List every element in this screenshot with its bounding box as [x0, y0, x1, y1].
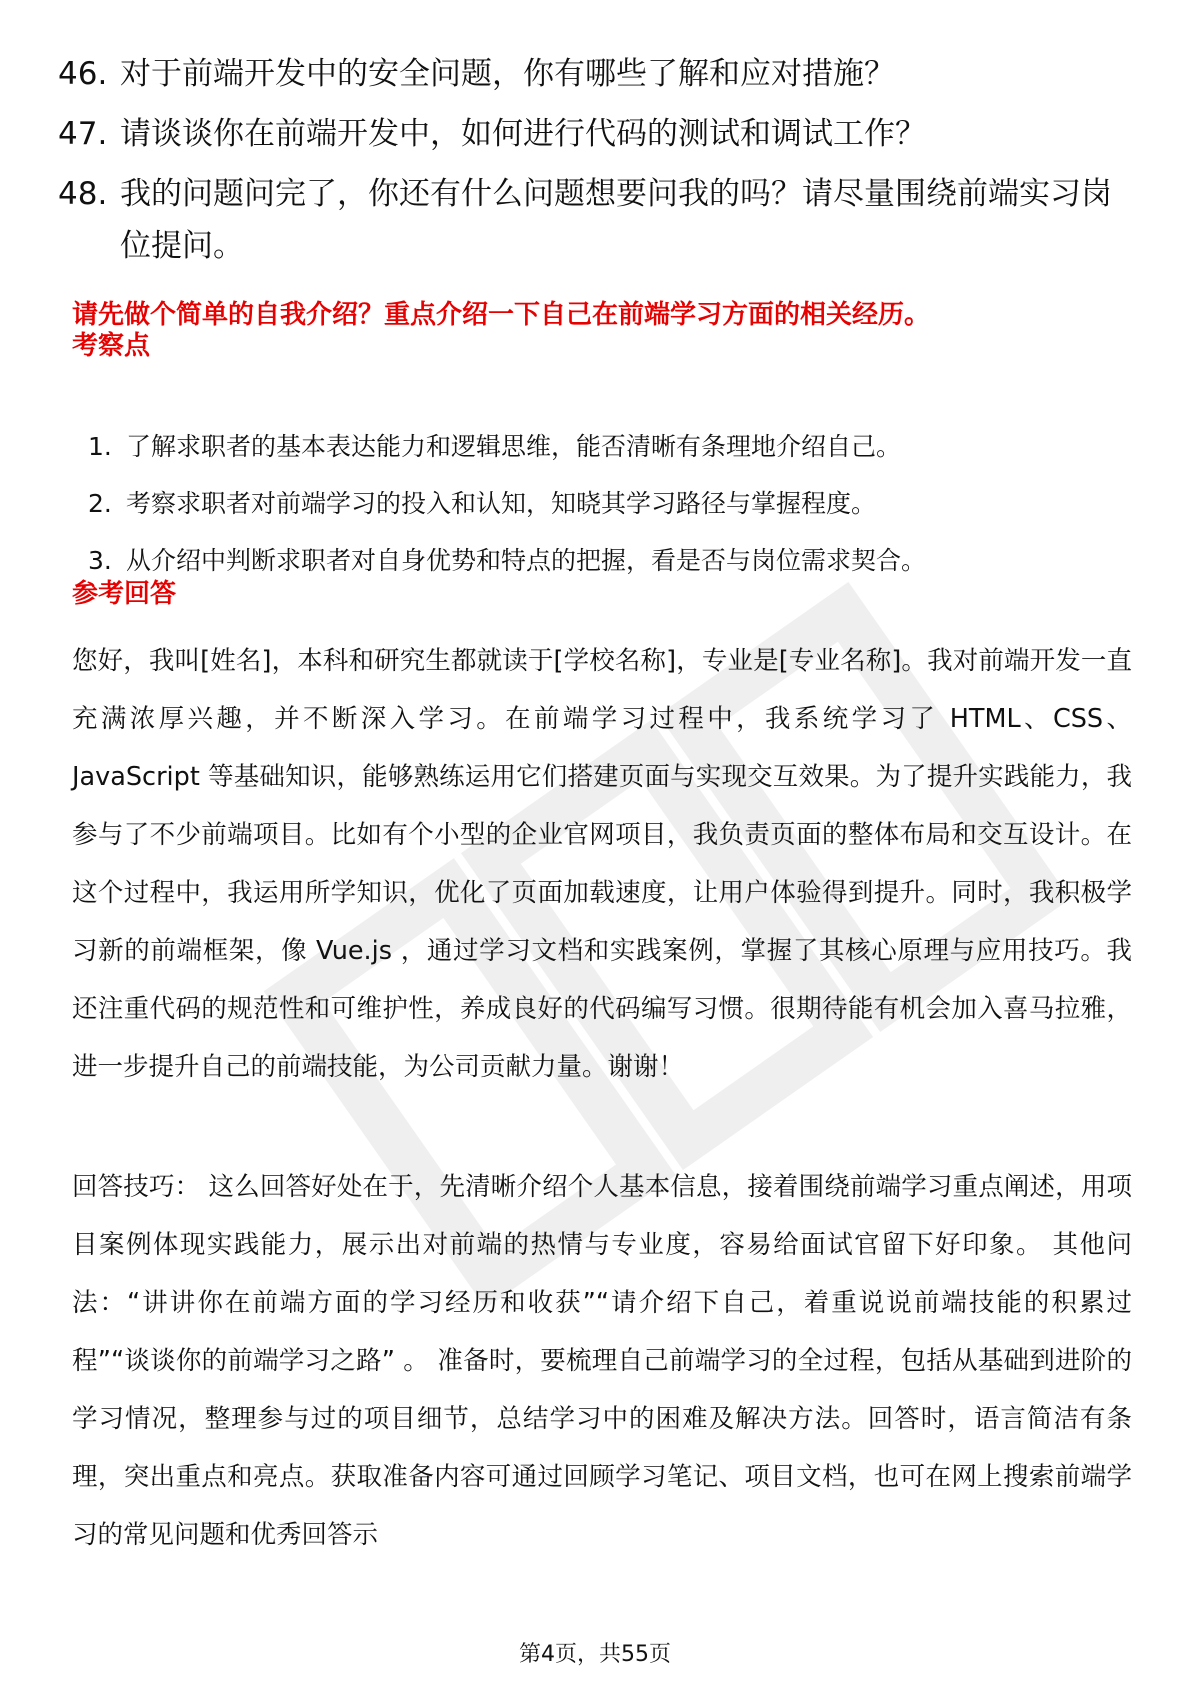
question-text: 请谈谈你在前端开发中，如何进行代码的测试和调试工作？	[120, 116, 926, 152]
question-number: 48.	[58, 176, 108, 212]
question-text: 我的问题问完了，你还有什么问题想要问我的吗？请尽量围绕前端实习岗位提问。	[120, 176, 1112, 264]
examine-points-list	[88, 427, 1128, 598]
point-text: 从介绍中判断求职者对自身优势和特点的把握，看是否与岗位需求契合。	[126, 546, 927, 575]
point-text: 了解求职者的基本表达能力和逻辑思维，能否清晰有条理地介绍自己。	[126, 432, 902, 461]
point-number: 1.	[88, 432, 112, 461]
page-footer: 第4页，共55页	[519, 1642, 671, 1667]
question-number: 47.	[58, 116, 108, 152]
point-text: 考察求职者对前端学习的投入和认知，知晓其学习路径与掌握程度。	[126, 489, 877, 518]
question-item	[58, 168, 1138, 272]
question-text: 对于前端开发中的安全问题，你有哪些了解和应对措施？	[120, 56, 895, 92]
reference-section-title: 参考回答	[72, 579, 177, 609]
question-item	[58, 108, 1138, 160]
examine-section-title: 考察点	[72, 331, 151, 361]
point-number: 2.	[88, 489, 112, 518]
point-number: 3.	[88, 546, 112, 575]
examine-point	[88, 541, 1128, 581]
question-list	[58, 48, 1138, 280]
examine-point	[88, 427, 1128, 467]
main-question-heading: 请先做个简单的自我介绍？重点介绍一下自己在前端学习方面的相关经历。	[72, 300, 931, 330]
question-item	[58, 48, 1138, 100]
reference-answer: 您好，我叫[姓名]，本科和研究生都就读于[学校名称]，专业是[专业名称]。我对前端开发一直充满浓厚兴趣，并不断深入学习。在前端学习过程中，我系统学习了 HTML、CSS、JavaScript 等基础知识，能够熟练运用它们搭建页面与实现交互效果。为了提升实践能力，我参与了不少前端项目。比如有个小型的企业官网项目，我负责页面的整体布局和交互设计。在这个过程中，我运用所学知识，优化了页面加载速度，让用户体验得到提升。同时，我积极学习新的前端框架，像 Vue.js ，通过学习文档和实践案例，掌握了其核心原理与应用技巧。我还注重代码的规范性和可维护性，养成良好的代码编写习惯。很期待能有机会加入喜马拉雅，进一步提升自己的前端技能，为公司贡献力量。谢谢！	[72, 646, 1132, 1082]
answer-tips: 回答技巧： 这么回答好处在于，先清晰介绍个人基本信息，接着围绕前端学习重点阐述，用项目案例体现实践能力，展示出对前端的热情与专业度，容易给面试官留下好印象。 其他问法：“讲讲你在前端方面的学习经历和收获”“请介绍下自己，着重说说前端技能的积累过程”“谈谈你的前端学习之路” 。 准备时，要梳理自己前端学习的全过程，包括从基础到进阶的学习情况，整理参与过的项目细节，总结学习中的困难及解决方法。回答时，语言简洁有条理，突出重点和亮点。获取准备内容可通过回顾学习笔记、项目文档，也可在网上搜索前端学习的常见问题和优秀回答示	[72, 1172, 1132, 1550]
question-number: 46.	[58, 56, 108, 92]
examine-point	[88, 484, 1128, 524]
